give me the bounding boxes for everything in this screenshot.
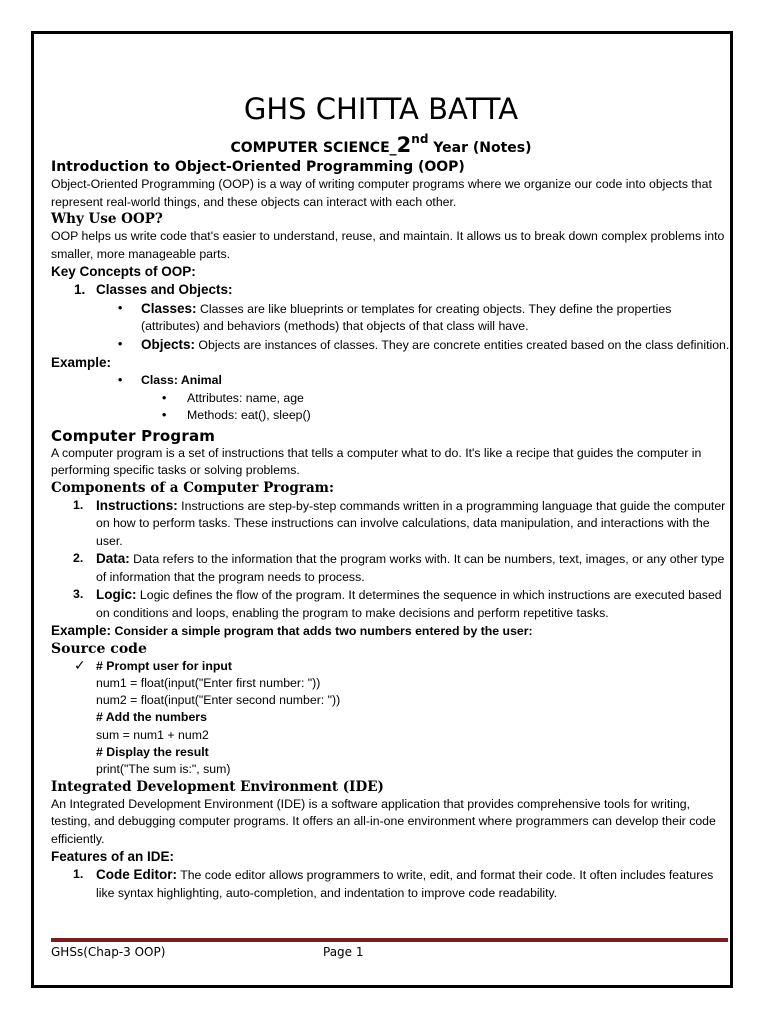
- component-logic: [51, 586, 731, 622]
- feature-term: Code Editor:: [96, 867, 177, 883]
- feature-num: 1.: [73, 867, 84, 882]
- class-animal-label: Class: Animal: [141, 373, 222, 387]
- code-line: [74, 656, 731, 675]
- subtitle-pre: COMPUTER SCIENCE_: [230, 140, 397, 156]
- example-description: Consider a simple program that adds two numbers entered by the user:: [111, 624, 533, 638]
- ide-features-heading: Features of an IDE:: [51, 849, 175, 865]
- feature-text: The code editor allows programmers to write, edit, and format their code. It often includes features like syntax highlighting, auto-completion, and indentation to improve code readability.: [96, 868, 714, 900]
- component-num: 1.: [73, 497, 84, 512]
- classes-term: Classes:: [141, 300, 197, 316]
- ide-heading: Integrated Development Environment (IDE): [51, 778, 384, 795]
- objects-text: Objects are instances of classes. They are concrete entities created based on the class definition.: [195, 337, 730, 352]
- subtitle-year: 2: [396, 133, 412, 157]
- code-comment: # Display the result: [96, 744, 209, 759]
- sub-bullet-methods: [51, 407, 731, 425]
- why-text: OOP helps us write code that's easier to understand, reuse, and maintain. It allows us to break down complex problems into smaller, more manageable parts.: [51, 229, 725, 261]
- classes-text: Classes are like blueprints or templates for creating objects. They define the properties (attributes) and behaviors (methods) that objects of that class will have.: [141, 301, 672, 333]
- code-line: print("The sum is:", sum): [96, 762, 231, 777]
- bullet-icon: •: [118, 336, 123, 351]
- feature-code-editor: [51, 866, 731, 902]
- footer-page-number: Page 1: [323, 945, 364, 959]
- source-code-block: [51, 658, 731, 779]
- objects-term: Objects:: [141, 336, 196, 352]
- component-num: 3.: [73, 587, 84, 601]
- components-heading: Components of a Computer Program:: [51, 479, 334, 496]
- example-heading: Example:: [51, 355, 112, 370]
- component-term: Instructions:: [96, 497, 178, 513]
- footer-chapter: GHSs(Chap-3 OOP): [51, 945, 166, 959]
- component-num: 2.: [73, 551, 84, 565]
- bullet-icon: •: [118, 373, 123, 387]
- methods-text: Methods: eat(), sleep(): [187, 408, 311, 422]
- program-text: A computer program is a set of instructions that tells a computer what to do. It's like a recipe that guides the computer in performing specific tasks or solving problems.: [51, 445, 702, 477]
- component-term: Logic:: [96, 587, 137, 602]
- bullet-icon: •: [162, 408, 167, 422]
- code-line: num1 = float(input("Enter first number: ")): [96, 675, 321, 690]
- sub-bullet-attributes: [51, 390, 731, 408]
- example-program-line: [51, 622, 731, 641]
- code-comment: # Prompt user for input: [96, 658, 232, 673]
- component-text: Data refers to the information that the program works with. It can be numbers, text, images, or any other type of information that the program needs to process.: [96, 552, 725, 584]
- intro-heading: Introduction to Object-Oriented Programming (OOP): [51, 159, 465, 175]
- code-line: num2 = float(input("Enter second number: ")): [96, 693, 341, 708]
- component-data: [51, 550, 731, 586]
- source-code-heading: Source code: [51, 640, 147, 657]
- intro-text: Object-Oriented Programming (OOP) is a way of writing computer programs where we organize our code into objects that represent real-world things, and these objects can interact with each other.: [51, 177, 712, 209]
- component-text: Logic defines the flow of the program. It determines the sequence in which instructions are executed based on conditions and loops, enabling the program to make decisions and perform repetitive tasks.: [96, 588, 722, 620]
- key-item-1: [51, 281, 731, 300]
- why-heading: Why Use OOP?: [51, 211, 163, 227]
- ide-text: An Integrated Development Environment (IDE) is a software application that provides comprehensive tools for writing, testing, and debugging computer programs. It offers an all-in-one environment where programmers can develop their code efficiently.: [51, 796, 716, 846]
- bullet-objects: [51, 336, 731, 355]
- checkmark-icon: ✓: [74, 656, 86, 673]
- school-title: GHS CHITTA BATTA: [243, 92, 519, 126]
- key-item-1-num: 1.: [74, 282, 86, 297]
- component-instructions: [51, 497, 731, 551]
- subtitle-post: Year (Notes): [428, 140, 532, 156]
- code-comment: # Add the numbers: [96, 710, 207, 725]
- attributes-text: Attributes: name, age: [187, 390, 304, 405]
- document-subtitle: [31, 128, 731, 159]
- subtitle-sup: nd: [411, 132, 429, 146]
- footer-rule: [51, 938, 728, 942]
- bullet-icon: •: [162, 390, 167, 405]
- key-item-1-label: Classes and Objects:: [96, 282, 233, 297]
- bullet-icon: •: [118, 300, 123, 315]
- program-heading: Computer Program: [51, 426, 216, 445]
- component-term: Data:: [96, 551, 130, 566]
- key-heading: Key Concepts of OOP:: [51, 264, 196, 279]
- example-label: Example:: [51, 623, 112, 638]
- code-line: sum = num1 + num2: [96, 727, 209, 742]
- component-text: Instructions are step-by-step commands written in a programming language that guide the computer on how to perform tasks. These instructions can involve calculations, data manipulation, and interactions with the user.: [96, 498, 726, 548]
- document-body: [51, 90, 731, 902]
- bullet-classes: [51, 300, 731, 336]
- bullet-class-animal: [51, 372, 731, 390]
